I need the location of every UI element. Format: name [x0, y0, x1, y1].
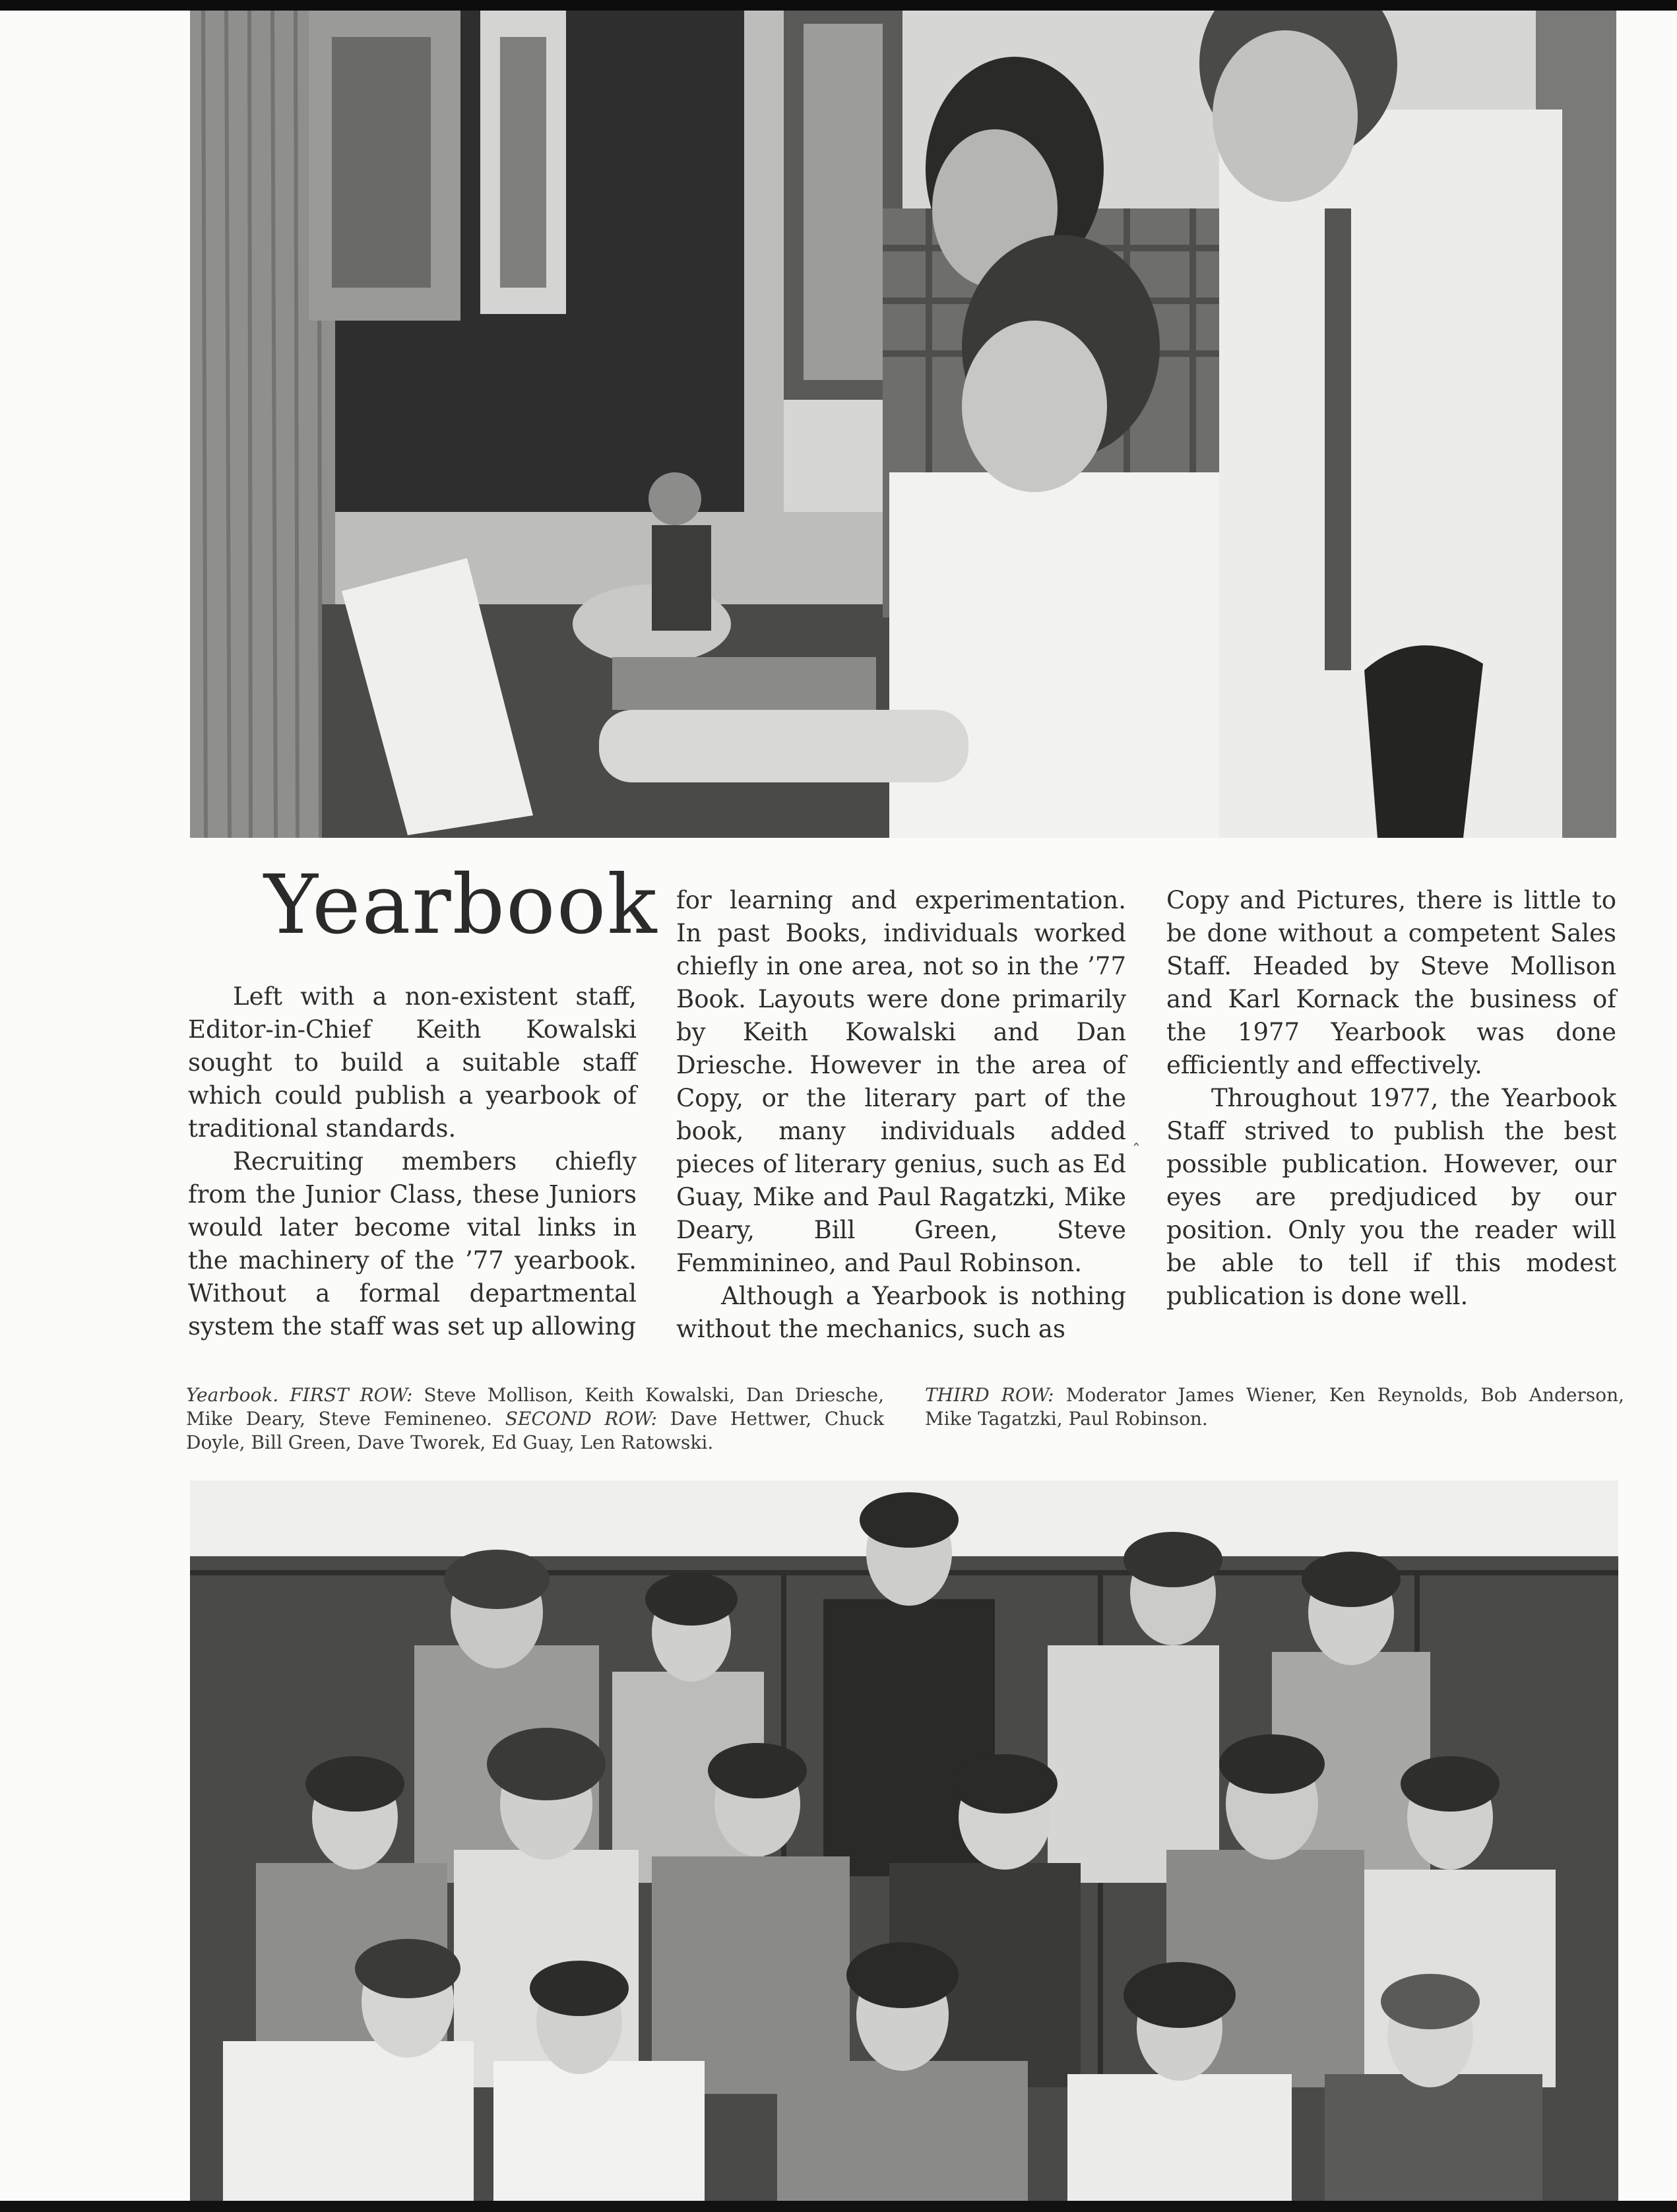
scan-border-top: [0, 0, 1677, 11]
article-column-1: [188, 980, 637, 1343]
caption-label: Yearbook.: [186, 1384, 279, 1406]
photo-students-at-desk: [190, 11, 1616, 838]
caption-first-row: Steve Mollison, Keith Kowalski, Dan Driesche, Mike Deary, Steve Femineneo.: [186, 1384, 884, 1430]
article-column-2: [676, 884, 1126, 1346]
stray-caret-mark: ˆ: [1132, 1141, 1141, 1161]
scan-border-bottom: [0, 2201, 1677, 2212]
caption-second-row: Dave Hettwer, Chuck Doyle, Bill Green, Dave Tworek, Ed Guay, Len Ratowski.: [186, 1408, 884, 1453]
photo-caption-left: [186, 1383, 884, 1455]
caption-third-row: Moderator James Wiener, Ken Reynolds, Bob Anderson, Mike Tagatzki, Paul Robinson.: [925, 1384, 1624, 1430]
article-paragraph: Recruiting members chiefly from the Junior Class, these Juniors would later become vital links in the machinery of the ’77 yearbook. Without a formal departmental system the staff was set up allowing: [188, 1147, 637, 1341]
article-paragraph: Copy and Pictures, there is little to be done without a competent Sales Staff. Headed by Steve Mollison and Karl Kornack the business of the 1977 Yearbook was done efficiently and effectively.: [1166, 886, 1616, 1079]
photo-caption-right: [925, 1383, 1624, 1431]
caption-second-row-label: SECOND ROW:: [505, 1408, 658, 1430]
article-paragraph: Although a Yearbook is nothing without the mechanics, such as: [676, 1282, 1126, 1343]
article-paragraph: Left with a non-existent staff, Editor-in-Chief Keith Kowalski sought to build a suitable staff which could publish a yearbook of traditional standards.: [188, 982, 637, 1143]
article-column-3: [1166, 884, 1616, 1313]
page-title: Yearbook: [264, 858, 658, 953]
caption-first-row-label: FIRST ROW:: [290, 1384, 413, 1406]
article-paragraph: Throughout 1977, the Yearbook Staff strived to publish the best possible publication. However, our eyes are predjudiced by our position. Only you the reader will be able to tell if this modest publication is done well.: [1166, 1084, 1616, 1310]
caption-third-row-label: THIRD ROW:: [925, 1384, 1054, 1406]
photo-yearbook-staff-group: [190, 1480, 1618, 2201]
article-paragraph: for learning and experimentation. In past Books, individuals worked chiefly in one area, not so in the ’77 Book. Layouts were done primarily by Keith Kowalski and Dan Driesche. However in the area of Copy, or the literary part of the book, many individuals added pieces of literary genius, such as Ed Guay, Mike and Paul Ragatzki, Mike Deary, Bill Green, Steve Femminineo, and Paul Robinson.: [676, 886, 1126, 1277]
